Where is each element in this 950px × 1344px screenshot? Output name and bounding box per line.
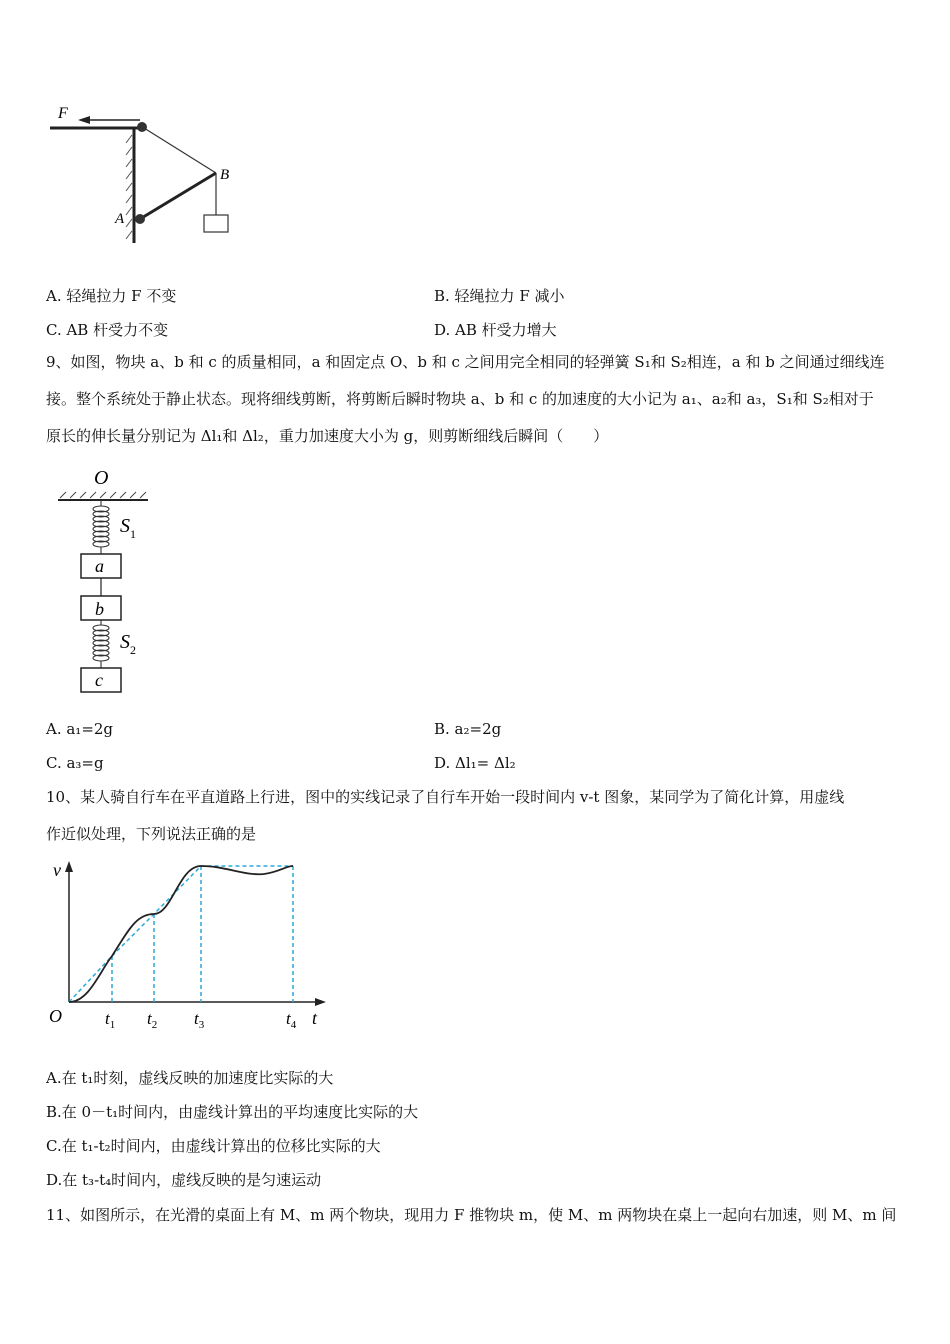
- q10-option-b: B.在 0－t₁时间内，由虚线计算出的平均速度比实际的大: [46, 1103, 419, 1121]
- spring-blocks-figure: [50, 462, 170, 700]
- tick-t2: $t_2$: [147, 1009, 158, 1031]
- label-A: A: [115, 211, 125, 227]
- label-b: b: [95, 599, 104, 619]
- q10-option-a: A.在 t₁时刻，虚线反映的加速度比实际的大: [46, 1069, 334, 1087]
- label-a: a: [95, 556, 104, 576]
- q10-line-1: 10、某人骑自行车在平直道路上行进，图中的实线记录了自行车开始一段时间内 v-t 图象，某同学为了简化计算，用虚线: [46, 788, 845, 806]
- label-S2: $S_2$: [120, 631, 136, 657]
- vt-graph: [44, 856, 334, 1036]
- axis-label-v: v: [53, 860, 61, 880]
- q8-option-a: A. 轻绳拉力 F 不变: [46, 287, 177, 305]
- q10-stem: [46, 779, 916, 853]
- q9-option-b: B. a₂=2g: [434, 720, 502, 738]
- tick-t4: $t_4$: [286, 1009, 297, 1031]
- q9-option-c: C. a₃=g: [46, 754, 104, 772]
- label-O: O: [94, 467, 109, 489]
- tick-t1: $t_1$: [105, 1009, 116, 1031]
- q9-line-2: 接。整个系统处于静止状态。现将细线剪断，将剪断后瞬时物块 a、b 和 c 的加速度的大小记为 a₁、a₂和 a₃，S₁和 S₂相对于: [46, 390, 874, 408]
- q9-option-d: D. Δl₁= Δl₂: [434, 754, 516, 772]
- tick-t3: $t_3$: [194, 1009, 205, 1031]
- q10-option-d: D.在 t₃-t₄时间内，虚线反映的是匀速运动: [46, 1171, 322, 1189]
- q10-option-c: C.在 t₁-t₂时间内，由虚线计算出的位移比实际的大: [46, 1137, 381, 1155]
- q11-line-1: 11、如图所示，在光滑的桌面上有 M、m 两个物块，现用力 F 推物块 m，使 M、m 两物块在桌上一起向右加速，则 M、m 间: [46, 1206, 897, 1224]
- label-c: c: [95, 670, 103, 690]
- q10-line-2: 作近似处理，下列说法正确的是: [46, 825, 257, 843]
- label-F: F: [58, 105, 68, 122]
- q8-option-b: B. 轻绳拉力 F 减小: [434, 287, 565, 305]
- label-S1: $S_1$: [120, 515, 136, 541]
- q9-line-3: 原长的伸长量分别记为 Δl₁和 Δl₂，重力加速度大小为 g，则剪断细线后瞬间（ ）: [46, 427, 609, 445]
- q9-option-a: A. a₁=2g: [46, 720, 114, 738]
- q9-stem: [46, 344, 916, 455]
- rod-rope-figure: [40, 95, 250, 245]
- label-B: B: [220, 167, 230, 183]
- axis-label-t: t: [312, 1008, 318, 1028]
- origin-label: O: [49, 1006, 62, 1026]
- q9-line-1: 9、如图，物块 a、b 和 c 的质量相同，a 和固定点 O、b 和 c 之间用完全相同的轻弹簧 S₁和 S₂相连，a 和 b 之间通过细线连: [46, 353, 885, 371]
- q8-option-d: D. AB 杆受力增大: [434, 321, 557, 339]
- q8-option-c: C. AB 杆受力不变: [46, 321, 169, 339]
